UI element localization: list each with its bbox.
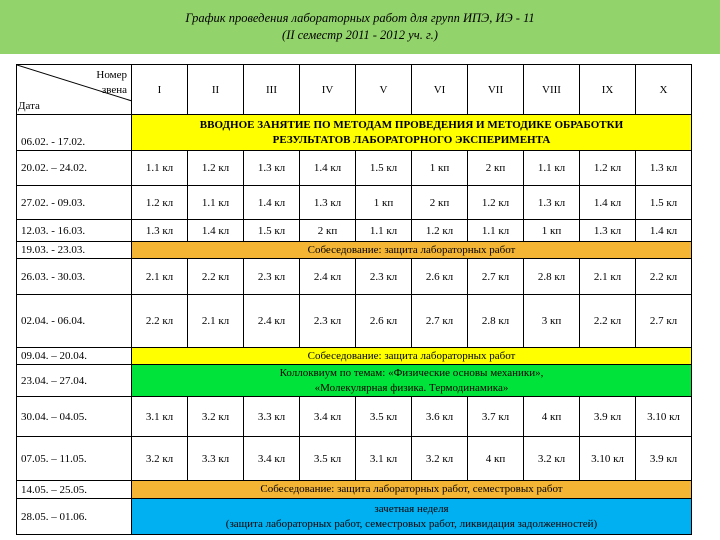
column-header-10: X <box>636 65 692 115</box>
lab-assignment-cell: 3.5 кл <box>356 397 412 437</box>
date-cell: 30.04. – 04.05. <box>17 397 132 437</box>
date-cell: 07.05. – 11.05. <box>17 437 132 481</box>
lab-assignment-cell: 4 кп <box>468 437 524 481</box>
schedule-row <box>17 242 692 259</box>
lab-assignment-cell: 1 кп <box>412 151 468 186</box>
lab-assignment-cell: 3 кп <box>524 295 580 348</box>
lab-assignment-cell: 1 кп <box>356 186 412 220</box>
schedule-row <box>17 259 692 295</box>
lab-assignment-cell: 1.1 кл <box>356 220 412 242</box>
lab-assignment-cell: 1.3 кл <box>132 220 188 242</box>
date-cell: 02.04. - 06.04. <box>17 295 132 348</box>
lab-assignment-cell: 2.1 кл <box>188 295 244 348</box>
column-header-8: VIII <box>524 65 580 115</box>
lab-assignment-cell: 1.3 кл <box>524 186 580 220</box>
date-cell: 06.02. - 17.02. <box>17 115 132 151</box>
schedule-row <box>17 481 692 499</box>
lab-assignment-cell: 1.1 кл <box>524 151 580 186</box>
lab-assignment-cell: 1.2 кл <box>132 186 188 220</box>
title-line-1: График проведения лабораторных работ для групп ИПЭ, ИЭ - 11 <box>185 11 535 25</box>
event-text-line: Коллоквиум по темам: «Физические основы механики», <box>279 366 544 379</box>
lab-assignment-cell: 3.9 кл <box>580 397 636 437</box>
lab-assignment-cell: 2.7 кл <box>412 295 468 348</box>
lab-assignment-cell: 2 кп <box>412 186 468 220</box>
event-text-line: Собеседование: защита лабораторных работ <box>307 349 516 362</box>
lab-assignment-cell: 1.3 кл <box>636 151 692 186</box>
title-line-2: (II семестр 2011 - 2012 уч. г.) <box>282 28 438 42</box>
schedule-row <box>17 151 692 186</box>
lab-assignment-cell: 3.5 кл <box>300 437 356 481</box>
lab-assignment-cell: 2.7 кл <box>636 295 692 348</box>
lab-assignment-cell: 2.6 кл <box>412 259 468 295</box>
merged-event-cell <box>132 242 692 259</box>
lab-assignment-cell: 3.3 кл <box>244 397 300 437</box>
header-row <box>17 65 692 115</box>
lab-assignment-cell: 3.2 кл <box>524 437 580 481</box>
schedule-row <box>17 348 692 365</box>
event-text-line: РЕЗУЛЬТАТОВ ЛАБОРАТОРНОГО ЭКСПЕРИМЕНТА <box>272 133 551 146</box>
lab-assignment-cell: 1.3 кл <box>300 186 356 220</box>
date-cell: 23.04. – 27.04. <box>17 365 132 397</box>
lab-assignment-cell: 3.4 кл <box>244 437 300 481</box>
schedule-table <box>16 64 692 535</box>
lab-assignment-cell: 2.2 кл <box>132 295 188 348</box>
lab-assignment-cell: 1.5 кл <box>356 151 412 186</box>
lab-assignment-cell: 3.2 кл <box>132 437 188 481</box>
lab-assignment-cell: 2.2 кл <box>636 259 692 295</box>
lab-assignment-cell: 3.4 кл <box>300 397 356 437</box>
schedule-row <box>17 499 692 535</box>
date-cell: 20.02. – 24.02. <box>17 151 132 186</box>
lab-assignment-cell: 2.6 кл <box>356 295 412 348</box>
schedule-row <box>17 365 692 397</box>
lab-assignment-cell: 2 кп <box>468 151 524 186</box>
lab-assignment-cell: 3.6 кл <box>412 397 468 437</box>
column-header-4: IV <box>300 65 356 115</box>
event-text-line: (защита лабораторных работ, семестровых работ, ликвидация задолженностей) <box>225 517 598 530</box>
merged-event-cell <box>132 348 692 365</box>
column-header-2: II <box>188 65 244 115</box>
lab-assignment-cell: 1.4 кл <box>188 220 244 242</box>
lab-assignment-cell: 3.10 кл <box>636 397 692 437</box>
lab-assignment-cell: 1.2 кл <box>412 220 468 242</box>
schedule-row <box>17 397 692 437</box>
lab-assignment-cell: 1.3 кл <box>580 220 636 242</box>
lab-assignment-cell: 3.7 кл <box>468 397 524 437</box>
schedule-row <box>17 295 692 348</box>
lab-assignment-cell: 2.2 кл <box>580 295 636 348</box>
date-cell: 26.03. - 30.03. <box>17 259 132 295</box>
lab-assignment-cell: 2.3 кл <box>244 259 300 295</box>
merged-event-cell <box>132 481 692 499</box>
corner-label-number: Номер <box>96 69 127 81</box>
lab-assignment-cell: 2.4 кл <box>244 295 300 348</box>
title-banner <box>0 0 720 54</box>
lab-assignment-cell: 3.2 кл <box>412 437 468 481</box>
column-header-7: VII <box>468 65 524 115</box>
lab-assignment-cell: 1.2 кл <box>468 186 524 220</box>
lab-assignment-cell: 1.4 кл <box>580 186 636 220</box>
lab-assignment-cell: 1.2 кл <box>580 151 636 186</box>
date-cell: 12.03. - 16.03. <box>17 220 132 242</box>
lab-assignment-cell: 2.8 кл <box>524 259 580 295</box>
lab-assignment-cell: 2.3 кл <box>356 259 412 295</box>
date-cell: 09.04. – 20.04. <box>17 348 132 365</box>
corner-label-team: звена <box>101 84 127 96</box>
lab-assignment-cell: 1.1 кл <box>188 186 244 220</box>
lab-assignment-cell: 2.8 кл <box>468 295 524 348</box>
lab-assignment-cell: 1 кп <box>524 220 580 242</box>
column-header-9: IX <box>580 65 636 115</box>
lab-assignment-cell: 1.5 кл <box>244 220 300 242</box>
date-cell: 27.02. - 09.03. <box>17 186 132 220</box>
column-header-3: III <box>244 65 300 115</box>
column-header-6: VI <box>412 65 468 115</box>
merged-event-cell <box>132 115 692 151</box>
lab-assignment-cell: 4 кп <box>524 397 580 437</box>
lab-assignment-cell: 1.5 кл <box>636 186 692 220</box>
lab-assignment-cell: 1.4 кл <box>636 220 692 242</box>
date-cell: 14.05. – 25.05. <box>17 481 132 499</box>
merged-event-cell <box>132 365 692 397</box>
lab-assignment-cell: 2.1 кл <box>580 259 636 295</box>
lab-assignment-cell: 3.1 кл <box>356 437 412 481</box>
schedule-row <box>17 437 692 481</box>
event-text-line: «Молекулярная физика. Термодинамика» <box>314 381 509 394</box>
schedule-row <box>17 186 692 220</box>
lab-assignment-cell: 3.9 кл <box>636 437 692 481</box>
event-text-line: Собеседование: защита лабораторных работ <box>307 243 516 256</box>
column-header-5: V <box>356 65 412 115</box>
merged-event-cell <box>132 499 692 535</box>
lab-assignment-cell: 1.4 кл <box>300 151 356 186</box>
lab-assignment-cell: 3.3 кл <box>188 437 244 481</box>
lab-assignment-cell: 2.2 кл <box>188 259 244 295</box>
date-cell: 19.03. - 23.03. <box>17 242 132 259</box>
lab-assignment-cell: 3.10 кл <box>580 437 636 481</box>
lab-assignment-cell: 2.7 кл <box>468 259 524 295</box>
lab-assignment-cell: 1.4 кл <box>244 186 300 220</box>
event-text-line: Собеседование: защита лабораторных работ, семестровых работ <box>260 483 563 495</box>
lab-assignment-cell: 2.3 кл <box>300 295 356 348</box>
date-cell: 28.05. – 01.06. <box>17 499 132 535</box>
lab-assignment-cell: 2.4 кл <box>300 259 356 295</box>
column-header-1: I <box>132 65 188 115</box>
lab-assignment-cell: 3.1 кл <box>132 397 188 437</box>
lab-assignment-cell: 2.1 кл <box>132 259 188 295</box>
schedule-row <box>17 220 692 242</box>
event-text-line: зачетная неделя <box>374 502 449 515</box>
lab-assignment-cell: 1.2 кл <box>188 151 244 186</box>
lab-assignment-cell: 1.1 кл <box>468 220 524 242</box>
schedule-row <box>17 115 692 151</box>
lab-assignment-cell: 1.1 кл <box>132 151 188 186</box>
corner-label-date: Дата <box>18 100 40 112</box>
lab-assignment-cell: 3.2 кл <box>188 397 244 437</box>
lab-assignment-cell: 1.3 кл <box>244 151 300 186</box>
lab-assignment-cell: 2 кп <box>300 220 356 242</box>
event-text-line: ВВОДНОЕ ЗАНЯТИЕ ПО МЕТОДАМ ПРОВЕДЕНИЯ И МЕТОДИКЕ ОБРАБОТКИ <box>199 118 624 131</box>
